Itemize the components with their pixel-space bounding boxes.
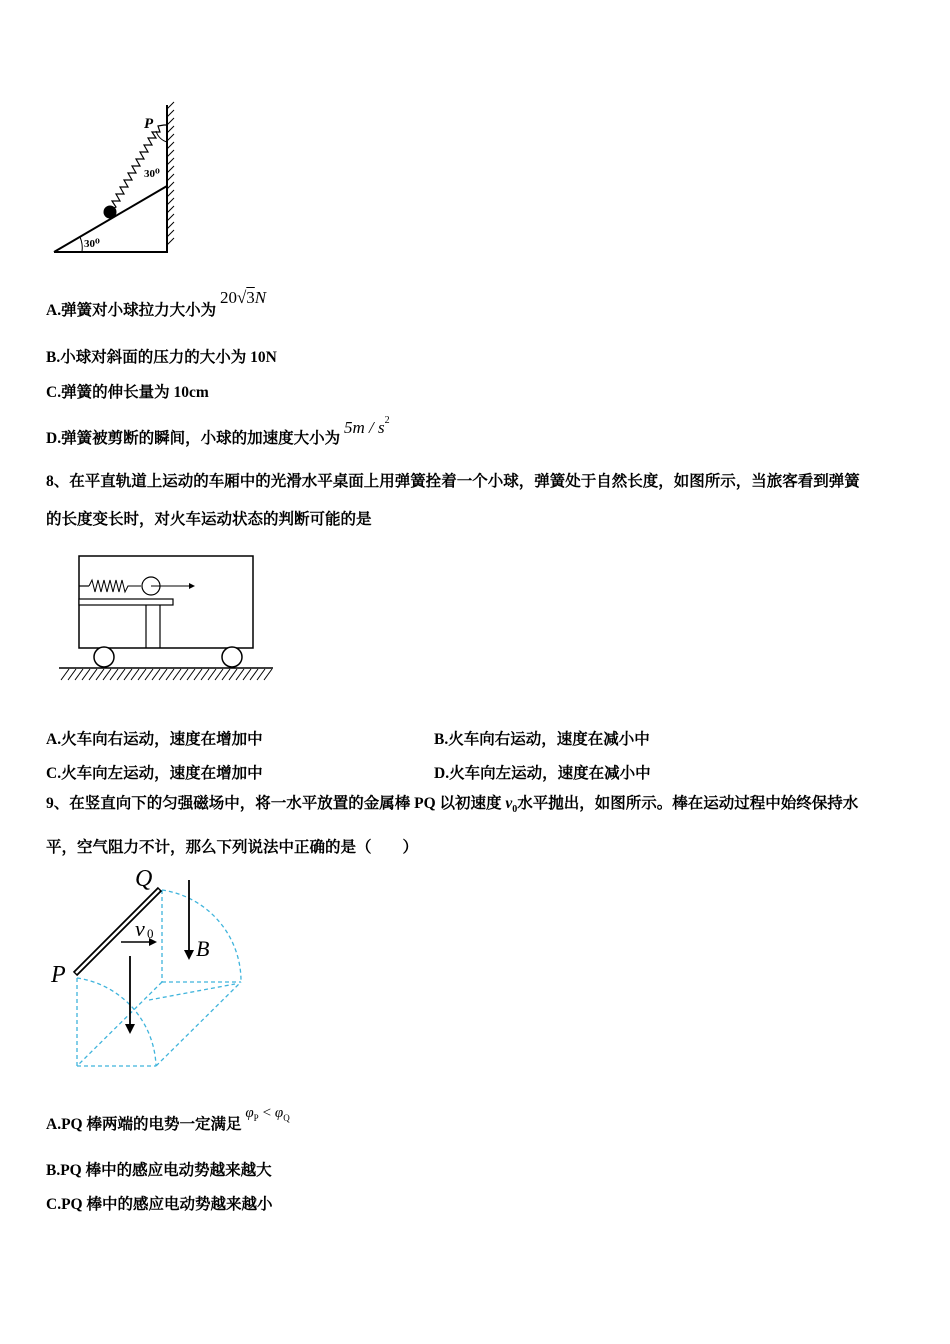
q9-option-a-sub2: Q — [283, 1113, 290, 1123]
q7-option-a-text: A.弹簧对小球拉力大小为 — [46, 302, 217, 319]
train-car-figure — [55, 552, 277, 687]
q7-option-d-text: D.弹簧被剪断的瞬间，小球的加速度大小为 — [46, 430, 341, 447]
figure-label-q: Q — [135, 866, 153, 892]
figure-label-p: P — [51, 962, 66, 988]
figure-label-b: B — [196, 936, 210, 961]
q7-option-b: B.小球对斜面的压力的大小为 10N — [46, 349, 277, 366]
q8-option-c: C.火车向左运动，速度在增加中 — [46, 765, 263, 782]
incline-spring-figure — [40, 95, 200, 265]
q8-option-a: A.火车向右运动，速度在增加中 — [46, 731, 263, 748]
q8-option-d: D.火车向左运动，速度在减小中 — [434, 765, 651, 782]
q9-line2: 平，空气阻力不计，那么下列说法中正确的是（ ） — [46, 839, 419, 857]
q9-line1-sub: 0 — [512, 804, 518, 816]
q9-option-b: B.PQ 棒中的感应电动势越来越大 — [46, 1162, 272, 1179]
q7-option-c: C.弹簧的伸长量为 10cm — [46, 384, 209, 401]
q9-option-a-text: A.PQ 棒两端的电势一定满足 — [46, 1116, 242, 1133]
q7-option-d-exp: 2 — [384, 414, 390, 426]
q9-option-a-phi2: φ — [274, 1105, 284, 1121]
q9-option-a-lt: < — [262, 1105, 272, 1121]
magnetic-rod-figure — [45, 860, 260, 1075]
q7-option-a-unit: N — [254, 288, 267, 307]
q9-line1-post: 水平抛出，如图所示。棒在运动过程中始终保持水 — [517, 795, 859, 812]
q9-line1-v: v — [505, 795, 513, 812]
q8-option-b: B.火车向右运动，速度在减小中 — [434, 731, 650, 748]
q7-option-a-num: 20 — [219, 288, 237, 307]
figure-label-v: v — [135, 916, 145, 941]
angle-label-bottom: 30⁰ — [84, 238, 100, 250]
q8-stem — [46, 463, 916, 539]
q9-option-c: C.PQ 棒中的感应电动势越来越小 — [46, 1196, 273, 1213]
q9-line1 — [46, 785, 916, 829]
q7-option-d — [46, 414, 390, 448]
figure-label-v-sub: 0 — [147, 926, 154, 941]
q8-line2: 的长度变长时，对火车运动状态的判断可能的是 — [46, 511, 372, 528]
q9-option-a — [46, 1105, 290, 1134]
q7-option-d-math: 5m / s — [343, 418, 385, 437]
figure-label-p: P — [144, 116, 154, 132]
q9-option-a-phi1: φ — [245, 1105, 254, 1121]
q7-option-a-rad: 3 — [246, 288, 255, 307]
q9-option-a-sub1: P — [253, 1113, 259, 1123]
q9-line1-pre: 9、在竖直向下的匀强磁场中，将一水平放置的金属棒 PQ 以初速度 — [46, 795, 506, 812]
q8-line1: 8、在平直轨道上运动的车厢中的光滑水平桌面上用弹簧拴着一个小球，弹簧处于自然长度，如图所示，当旅客看到弹簧 — [46, 473, 860, 490]
q7-option-a: A.弹簧对小球拉力大小为 20√3N — [46, 288, 267, 319]
angle-label-top: 30⁰ — [144, 168, 160, 180]
q9-stem — [46, 785, 916, 867]
